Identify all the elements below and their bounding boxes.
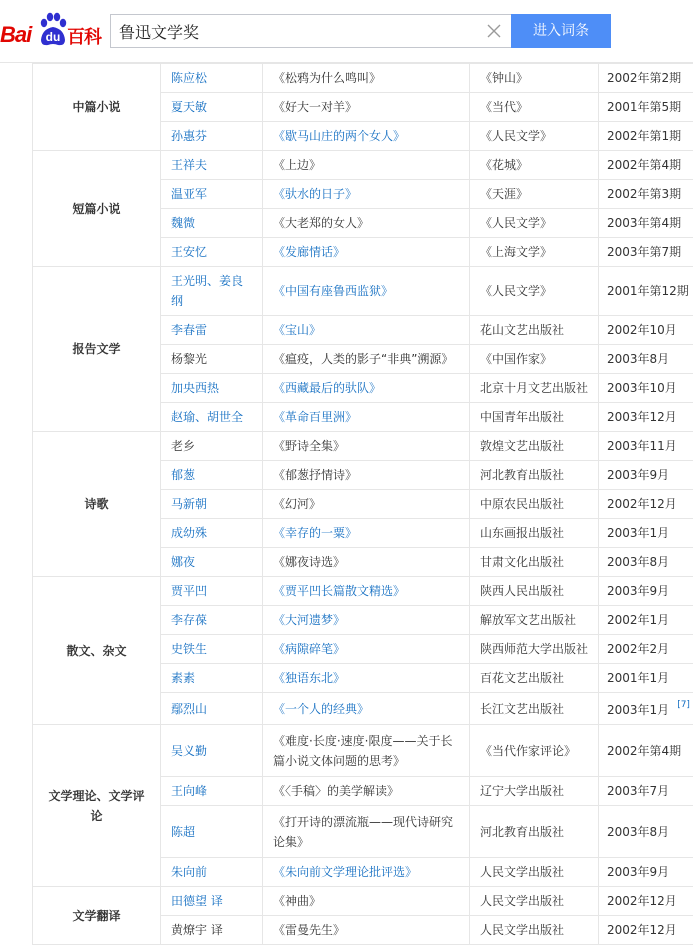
work-cell	[263, 635, 470, 664]
author-cell	[161, 806, 263, 858]
date-text: 2002年12月	[607, 894, 677, 908]
date-cell	[599, 93, 693, 122]
date-cell	[599, 725, 693, 777]
author-link[interactable]: 鄢烈山	[171, 702, 207, 716]
author-link[interactable]: 孙惠芬	[171, 129, 207, 143]
category-cell: 诗歌	[33, 432, 161, 577]
author-cell	[161, 606, 263, 635]
date-text: 2003年9月	[607, 468, 669, 482]
work-link[interactable]: 《大河遗梦》	[273, 613, 345, 627]
author-cell	[161, 374, 263, 403]
date-text: 2003年12月	[607, 410, 677, 424]
date-cell	[599, 403, 693, 432]
date-cell	[599, 887, 693, 916]
date-cell	[599, 374, 693, 403]
work-cell	[263, 858, 470, 887]
publisher-cell: 解放军文艺出版社	[470, 606, 599, 635]
author-cell	[161, 725, 263, 777]
author-link[interactable]: 温亚军	[171, 187, 207, 201]
work-cell	[263, 490, 470, 519]
author-cell	[161, 664, 263, 693]
work-cell	[263, 432, 470, 461]
publisher-cell: 敦煌文艺出版社	[470, 432, 599, 461]
author-link[interactable]: 夏天敏	[171, 100, 207, 114]
work-link[interactable]: 《发廊情话》	[273, 245, 345, 259]
work-cell	[263, 519, 470, 548]
publisher-cell: 辽宁大学出版社	[470, 777, 599, 806]
author-link[interactable]: 王向峰	[171, 784, 207, 798]
date-text: 2002年第2期	[607, 71, 681, 85]
clear-icon[interactable]	[486, 23, 502, 39]
work-title: 《郁葱抒情诗》	[273, 468, 357, 482]
author-link[interactable]: 赵瑜、胡世全	[171, 410, 243, 424]
work-cell	[263, 887, 470, 916]
work-cell	[263, 916, 470, 945]
author-cell	[161, 209, 263, 238]
reference-link[interactable]: [7]	[677, 700, 690, 710]
author-link[interactable]: 史铁生	[171, 642, 207, 656]
work-title: 《〈手稿〉的美学解读》	[273, 784, 399, 798]
publisher-cell: 人民文学出版社	[470, 858, 599, 887]
date-text: 2001年1月	[607, 671, 669, 685]
author-link[interactable]: 陈超	[171, 825, 195, 839]
date-cell	[599, 490, 693, 519]
work-cell	[263, 725, 470, 777]
table-row	[33, 887, 693, 916]
work-cell	[263, 267, 470, 316]
category-cell: 散文、杂文	[33, 577, 161, 725]
date-cell	[599, 664, 693, 693]
publisher-cell: 《上海文学》	[470, 238, 599, 267]
date-cell	[599, 461, 693, 490]
date-text: 2002年12月	[607, 923, 677, 937]
publisher-cell: 陕西人民出版社	[470, 577, 599, 606]
date-cell	[599, 806, 693, 858]
date-text: 2003年1月	[607, 703, 669, 717]
author-cell	[161, 519, 263, 548]
work-link[interactable]: 《幸存的一粟》	[273, 526, 357, 540]
author-cell	[161, 577, 263, 606]
work-link[interactable]: 《革命百里洲》	[273, 410, 357, 424]
date-cell	[599, 916, 693, 945]
publisher-cell: 《钟山》	[470, 64, 599, 93]
work-cell	[263, 180, 470, 209]
work-title: 《瘟疫，人类的影子“非典”溯源》	[273, 352, 453, 366]
work-link[interactable]: 《独语东北》	[273, 671, 345, 685]
work-cell	[263, 238, 470, 267]
work-link[interactable]: 《贾平凹长篇散文精选》	[273, 584, 405, 598]
work-cell	[263, 548, 470, 577]
work-cell	[263, 316, 470, 345]
author-text: 黄燎宇 译	[171, 923, 223, 937]
work-title: 《松鸦为什么鸣叫》	[273, 71, 381, 85]
work-cell	[263, 345, 470, 374]
publisher-cell: 陕西师范大学出版社	[470, 635, 599, 664]
work-cell	[263, 93, 470, 122]
work-cell	[263, 777, 470, 806]
author-link[interactable]: 朱向前	[171, 865, 207, 879]
author-link[interactable]: 魏微	[171, 216, 195, 230]
date-text: 2003年第4期	[607, 216, 681, 230]
publisher-cell: 中原农民出版社	[470, 490, 599, 519]
author-link[interactable]: 素素	[171, 671, 195, 685]
date-text: 2003年8月	[607, 555, 669, 569]
publisher-cell: 长江文艺出版社	[470, 693, 599, 725]
publisher-cell: 《花城》	[470, 151, 599, 180]
top-header	[0, 0, 693, 63]
date-cell	[599, 151, 693, 180]
work-cell	[263, 806, 470, 858]
category-cell: 报告文学	[33, 267, 161, 432]
work-link[interactable]: 《宝山》	[273, 323, 321, 337]
category-cell: 中篇小说	[33, 64, 161, 151]
table-row	[33, 64, 693, 93]
author-cell	[161, 151, 263, 180]
category-cell: 文学理论、文学评论	[33, 725, 161, 887]
category-cell: 文学翻译	[33, 887, 161, 945]
date-cell	[599, 267, 693, 316]
work-cell	[263, 122, 470, 151]
publisher-cell: 甘肃文化出版社	[470, 548, 599, 577]
work-cell	[263, 461, 470, 490]
author-link[interactable]: 吴义勤	[171, 744, 207, 758]
logo-du-text: du	[42, 30, 64, 45]
date-text: 2003年9月	[607, 865, 669, 879]
work-title: 《难度·长度·速度·限度——关于长篇小说文体问题的思考》	[273, 734, 452, 768]
author-cell	[161, 548, 263, 577]
work-title: 《神曲》	[273, 894, 321, 908]
search-input[interactable]	[119, 15, 479, 47]
author-cell	[161, 635, 263, 664]
author-cell	[161, 64, 263, 93]
author-cell	[161, 693, 263, 725]
author-link[interactable]: 娜夜	[171, 555, 195, 569]
date-cell	[599, 635, 693, 664]
date-text: 2002年第1期	[607, 129, 681, 143]
category-cell: 短篇小说	[33, 151, 161, 267]
work-cell	[263, 403, 470, 432]
work-cell	[263, 151, 470, 180]
author-link[interactable]: 王祥夫	[171, 158, 207, 172]
date-text: 2002年1月	[607, 613, 669, 627]
author-cell	[161, 316, 263, 345]
date-cell	[599, 122, 693, 151]
table-row	[33, 432, 693, 461]
date-cell	[599, 519, 693, 548]
author-cell	[161, 858, 263, 887]
publisher-cell: 《当代》	[470, 93, 599, 122]
date-cell	[599, 693, 693, 725]
date-text: 2002年第3期	[607, 187, 681, 201]
work-link[interactable]: 《歇马山庄的两个女人》	[273, 129, 405, 143]
author-link[interactable]: 王光明、姜良纲	[171, 274, 243, 308]
work-link[interactable]: 《一个人的经典》	[273, 702, 369, 716]
date-cell	[599, 577, 693, 606]
publisher-cell: 花山文艺出版社	[470, 316, 599, 345]
date-cell	[599, 777, 693, 806]
author-link[interactable]: 马新朝	[171, 497, 207, 511]
date-text: 2002年第4期	[607, 158, 681, 172]
search-box	[110, 14, 512, 48]
table-row	[33, 725, 693, 777]
author-text: 老乡	[171, 439, 195, 453]
award-table-container	[32, 63, 693, 945]
date-text: 2002年10月	[607, 323, 677, 337]
table-row	[33, 151, 693, 180]
publisher-cell: 北京十月文艺出版社	[470, 374, 599, 403]
date-text: 2002年2月	[607, 642, 669, 656]
publisher-cell: 《天涯》	[470, 180, 599, 209]
date-cell	[599, 64, 693, 93]
date-text: 2003年7月	[607, 784, 669, 798]
work-cell	[263, 64, 470, 93]
publisher-cell: 人民文学出版社	[470, 916, 599, 945]
date-cell	[599, 606, 693, 635]
author-link[interactable]: 陈应松	[171, 71, 207, 85]
award-winners-table	[32, 63, 693, 945]
author-link[interactable]: 李春雷	[171, 323, 207, 337]
author-cell	[161, 916, 263, 945]
author-cell	[161, 238, 263, 267]
date-text: 2003年8月	[607, 825, 669, 839]
date-cell	[599, 316, 693, 345]
work-cell	[263, 693, 470, 725]
publisher-cell: 百花文艺出版社	[470, 664, 599, 693]
publisher-cell: 河北教育出版社	[470, 806, 599, 858]
work-cell	[263, 606, 470, 635]
date-cell	[599, 209, 693, 238]
baidu-baike-logo[interactable]	[0, 8, 104, 54]
work-link[interactable]: 《中国有座鲁西监狱》	[273, 284, 393, 298]
date-cell	[599, 858, 693, 887]
date-cell	[599, 548, 693, 577]
work-link[interactable]: 《朱向前文学理论批评选》	[273, 865, 417, 879]
author-link[interactable]: 加央西热	[171, 381, 219, 395]
date-text: 2001年第12期	[607, 284, 689, 298]
work-cell	[263, 374, 470, 403]
date-text: 2003年第7期	[607, 245, 681, 259]
date-cell	[599, 432, 693, 461]
author-cell	[161, 122, 263, 151]
date-cell	[599, 345, 693, 374]
publisher-cell: 人民文学出版社	[470, 887, 599, 916]
work-cell	[263, 577, 470, 606]
work-title: 《娜夜诗选》	[273, 555, 345, 569]
date-text: 2003年9月	[607, 584, 669, 598]
date-text: 2002年12月	[607, 497, 677, 511]
author-cell	[161, 403, 263, 432]
logo-baike-text: 百科	[67, 23, 101, 49]
author-cell	[161, 432, 263, 461]
author-cell	[161, 490, 263, 519]
work-link[interactable]: 《西藏最后的驮队》	[273, 381, 381, 395]
author-link[interactable]: 郁葱	[171, 468, 195, 482]
publisher-cell: 《人民文学》	[470, 209, 599, 238]
table-row	[33, 267, 693, 316]
date-text: 2003年8月	[607, 352, 669, 366]
date-text: 2003年11月	[607, 439, 677, 453]
work-title: 《大老郑的女人》	[273, 216, 369, 230]
publisher-cell: 《人民文学》	[470, 122, 599, 151]
author-link[interactable]: 李存葆	[171, 613, 207, 627]
author-cell	[161, 93, 263, 122]
work-link[interactable]: 《病隙碎笔》	[273, 642, 345, 656]
enter-entry-button[interactable]: 进入词条	[511, 14, 611, 48]
author-cell	[161, 345, 263, 374]
work-link[interactable]: 《驮水的日子》	[273, 187, 357, 201]
date-text: 2002年第4期	[607, 744, 681, 758]
author-cell	[161, 461, 263, 490]
date-text: 2001年第5期	[607, 100, 681, 114]
author-link[interactable]: 贾平凹	[171, 584, 207, 598]
publisher-cell: 《当代作家评论》	[470, 725, 599, 777]
date-text: 2003年10月	[607, 381, 677, 395]
work-cell	[263, 664, 470, 693]
logo-bai-text: Bai	[0, 22, 31, 48]
date-cell	[599, 238, 693, 267]
author-link[interactable]: 王安忆	[171, 245, 207, 259]
work-title: 《打开诗的漂流瓶——现代诗研究论集》	[273, 815, 453, 849]
author-text: 杨黎光	[171, 352, 207, 366]
work-title: 《野诗全集》	[273, 439, 345, 453]
author-link[interactable]: 成幼殊	[171, 526, 207, 540]
publisher-cell: 《人民文学》	[470, 267, 599, 316]
work-title: 《幻河》	[273, 497, 321, 511]
date-text: 2003年1月	[607, 526, 669, 540]
author-link[interactable]: 田德望 译	[171, 894, 223, 908]
author-cell	[161, 777, 263, 806]
publisher-cell: 河北教育出版社	[470, 461, 599, 490]
author-cell	[161, 267, 263, 316]
publisher-cell: 《中国作家》	[470, 345, 599, 374]
work-title: 《雷曼先生》	[273, 923, 345, 937]
publisher-cell: 山东画报出版社	[470, 519, 599, 548]
work-title: 《好大一对羊》	[273, 100, 357, 114]
work-cell	[263, 209, 470, 238]
date-cell	[599, 180, 693, 209]
author-cell	[161, 180, 263, 209]
publisher-cell: 中国青年出版社	[470, 403, 599, 432]
table-row	[33, 577, 693, 606]
author-cell	[161, 887, 263, 916]
work-title: 《上边》	[273, 158, 321, 172]
